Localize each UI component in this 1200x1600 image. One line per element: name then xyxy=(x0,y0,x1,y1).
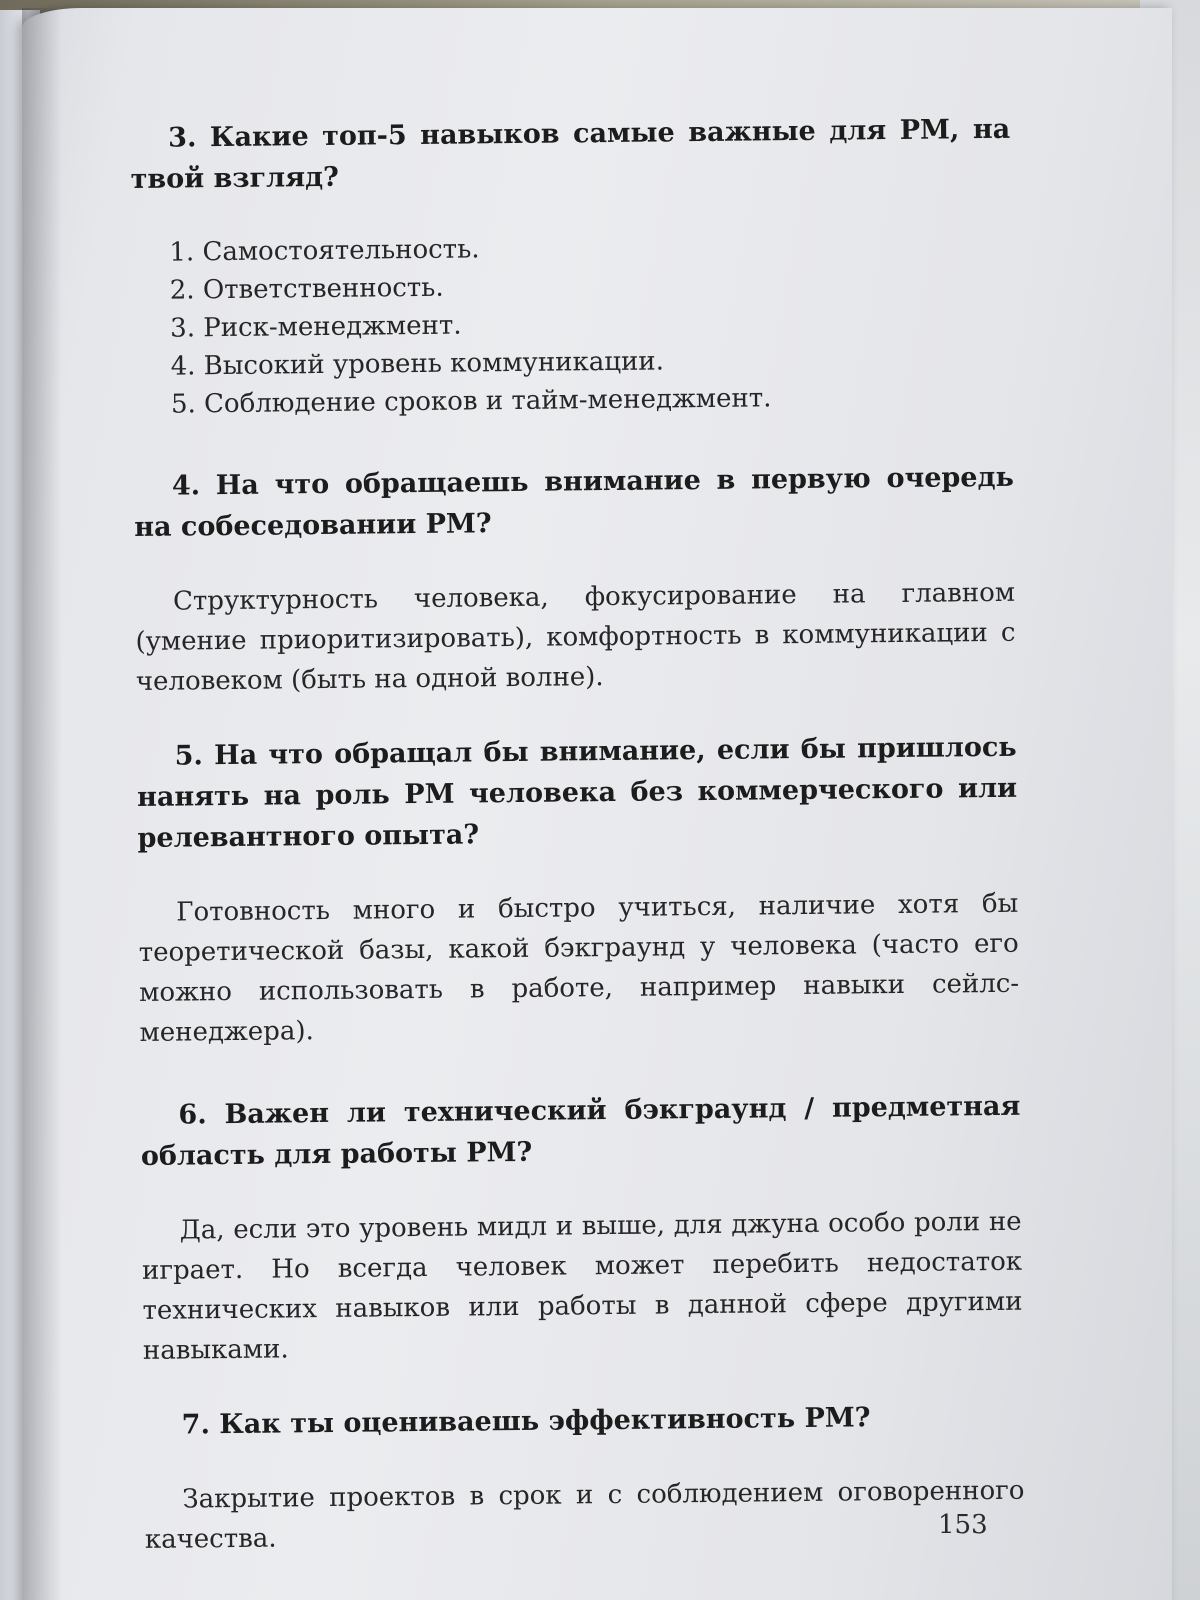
skill-item: 4. Высокий уровень коммуникации. xyxy=(170,346,665,382)
question-block-5 xyxy=(136,727,1019,1053)
question-6: 6. Важен ли технический бэкграунд / предметная область для работы PM? xyxy=(140,1090,1021,1172)
answer-7: Закрытие проектов в срок и с соблюдением оговоренного качества. xyxy=(144,1475,1025,1555)
question-7: 7. Как ты оцениваешь эффективность PM? xyxy=(181,1402,871,1441)
skill-item: 1. Самостоятельность. xyxy=(169,234,480,268)
answer-5: Готовность много и быстро учиться, наличие хотя бы теоретической базы, какой бэкграунд у человека (часто его можно использовать в работе, например навыки сейлс-менеджера). xyxy=(138,888,1020,1048)
question-block-3 xyxy=(130,109,1013,424)
question-3: 3. Какие топ-5 навыков самые важные для PM, на твой взгляд? xyxy=(130,113,1011,195)
page-content xyxy=(130,109,1025,1560)
answer-4: Структурность человека, фокусирование на главном (умение приоритизировать), комфортность в коммуникации с человеком (быть на одной волне). xyxy=(135,577,1016,697)
skill-item: 2. Ответственность. xyxy=(169,272,444,306)
gutter-shadow xyxy=(22,8,62,1600)
question-block-6 xyxy=(140,1086,1023,1371)
skill-item: 5. Соблюдение сроков и тайм-менеджмент. xyxy=(170,383,772,420)
answer-6: Да, если это уровень мидл и выше, для джуна особо роли не играет. Но всегда человек может перебить недостаток технических навыков или работы в данной сфере другими навыками. xyxy=(141,1206,1023,1366)
question-5: 5. На что обращал бы внимание, если бы пришлось нанять на роль PM человека без коммерческого или релевантного опыта? xyxy=(136,731,1018,854)
skills-list xyxy=(131,225,1013,424)
question-block-7 xyxy=(143,1396,1025,1560)
question-4: 4. На что обращаешь внимание в первую очередь на собеседовании PM? xyxy=(134,461,1014,543)
skill-item: 3. Риск-менеджмент. xyxy=(170,310,462,344)
page-number: 153 xyxy=(938,1510,988,1540)
question-block-4 xyxy=(134,457,1016,702)
